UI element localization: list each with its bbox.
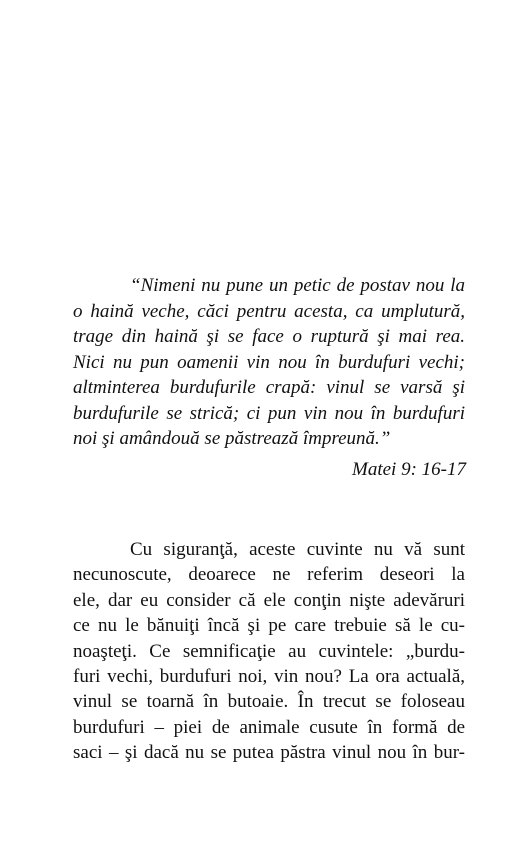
body-line: vinul se toarnă în butoaie. În trecut se foloseau: [73, 691, 465, 713]
quote-line: Nici nu pun oamenii vin nou în burdufuri vechi;: [73, 351, 465, 373]
body-line: saci – şi dacă nu se putea păstra vinul nou în bur-: [73, 742, 465, 764]
body-line: burdufuri – piei de animale cusute în formă de: [73, 716, 465, 738]
body-line: furi vechi, burdufuri noi, vin nou? La ora actuală,: [73, 666, 465, 688]
quote-line: “Nimeni nu pune un petic de postav nou la: [130, 275, 465, 296]
body-line: necunoscute, deoarece ne referim deseori la: [73, 564, 465, 586]
body-line: noaşteţi. Ce semnificaţie au cuvintele: „burdu-: [73, 640, 465, 662]
quote-line: o haină veche, căci pentru acesta, ca umplutură,: [73, 300, 465, 322]
quote-citation: Matei 9: 16-17: [352, 459, 466, 480]
body-paragraph: [73, 537, 465, 766]
bible-quote: [73, 273, 465, 452]
quote-line: trage din haină şi se face o ruptură şi mai rea.: [73, 326, 465, 347]
quote-line: noi şi amândouă se păstrează împreună.”: [73, 428, 391, 449]
body-line: ce nu le bănuiţi încă şi pe care trebuie să le cu-: [73, 615, 465, 637]
body-line: ele, dar eu consider că ele conţin nişte adevăruri: [73, 589, 465, 611]
quote-line: altminterea burdufurile crapă: vinul se varsă şi: [73, 377, 465, 398]
body-line: Cu siguranţă, aceste cuvinte nu vă sunt: [130, 539, 465, 560]
quote-line: burdufurile se strică; ci pun vin nou în burdufuri: [73, 402, 465, 424]
